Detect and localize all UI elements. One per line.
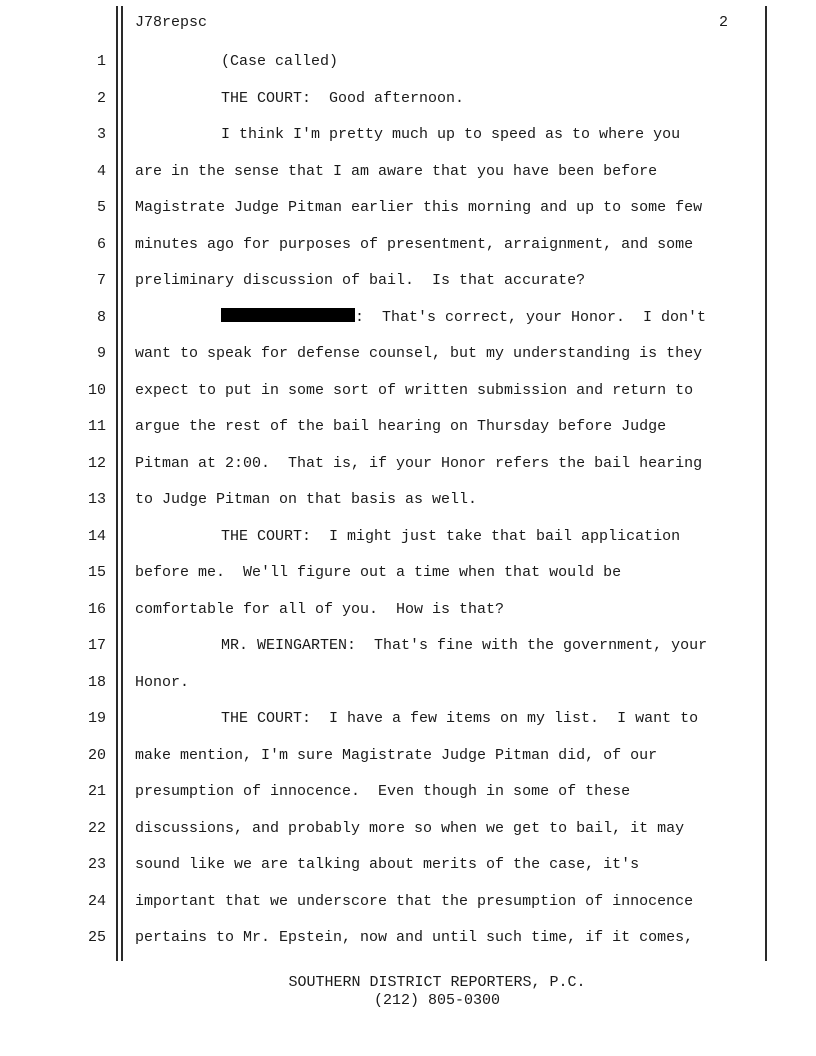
line-text: preliminary discussion of bail. Is that accurate?: [135, 272, 586, 289]
line-number: 22: [87, 819, 106, 837]
line-text: pertains to Mr. Epstein, now and until such time, if it comes,: [135, 929, 694, 946]
transcript-line: [0, 198, 816, 218]
line-number: 13: [87, 491, 106, 508]
transcript-line: [0, 636, 816, 656]
line-text: minutes ago for purposes of presentment, arraignment, and some: [135, 235, 694, 253]
transcript-line: [0, 709, 816, 729]
line-text: THE COURT: Good afternoon.: [221, 89, 465, 107]
file-code: J78repsc: [135, 14, 208, 31]
transcript-line: [0, 52, 816, 72]
line-number: 14: [87, 527, 106, 545]
line-number: 3: [96, 126, 106, 143]
transcript-line: [0, 892, 816, 912]
line-number: 24: [87, 892, 106, 910]
line-text: comfortable for all of you. How is that?: [135, 600, 505, 618]
line-number: 7: [96, 272, 106, 289]
transcript-line: [0, 563, 816, 583]
line-text: Pitman at 2:00. That is, if your Honor refers the bail hearing: [135, 454, 703, 472]
transcript-line: [0, 527, 816, 547]
line-text: presumption of innocence. Even though in some of these: [135, 783, 631, 800]
line-number: 1: [96, 53, 106, 70]
transcript-line: [0, 271, 816, 291]
transcript-line: [0, 746, 816, 766]
line-text: want to speak for defense counsel, but my understanding is they: [135, 345, 703, 362]
line-text-after-redaction: : That's correct, your Honor. I don't: [355, 308, 707, 326]
line-number: 10: [87, 381, 106, 399]
transcript-line: [0, 162, 816, 182]
page-number: 2: [719, 14, 729, 31]
line-text: Magistrate Judge Pitman earlier this morning and up to some few: [135, 199, 703, 216]
line-number: 18: [87, 673, 106, 691]
line-number: 19: [87, 710, 106, 727]
line-number: 20: [87, 746, 106, 764]
transcript-line: [0, 600, 816, 620]
line-number: 11: [87, 418, 106, 435]
reporter-phone: (212) 805-0300: [373, 992, 501, 1009]
line-text: THE COURT: I have a few items on my list. I want to: [221, 710, 699, 727]
line-text: before me. We'll figure out a time when that would be: [135, 564, 622, 581]
transcript-line: [0, 235, 816, 255]
line-text: [135, 308, 706, 328]
line-number: 23: [87, 856, 106, 873]
line-number: 9: [96, 345, 106, 362]
transcript-line: [0, 417, 816, 437]
redaction-bar: [221, 308, 355, 322]
transcript-line: [0, 782, 816, 802]
line-number: 6: [96, 235, 106, 253]
line-text: are in the sense that I am aware that you have been before: [135, 162, 658, 180]
line-text: Honor.: [135, 673, 190, 691]
line-text: I think I'm pretty much up to speed as to where you: [221, 126, 681, 143]
line-number: 8: [96, 308, 106, 326]
line-text: (Case called): [221, 53, 339, 70]
reporter-name: SOUTHERN DISTRICT REPORTERS, P.C.: [288, 974, 586, 991]
transcript-line: [0, 855, 816, 875]
transcript-line: [0, 381, 816, 401]
line-number: 16: [87, 600, 106, 618]
transcript-line: [0, 928, 816, 948]
transcript-line: [0, 490, 816, 510]
line-text: to Judge Pitman on that basis as well.: [135, 491, 478, 508]
transcript-line: [0, 308, 816, 328]
line-text: discussions, and probably more so when we get to bail, it may: [135, 819, 685, 837]
line-number: 21: [87, 783, 106, 800]
line-number: 2: [96, 89, 106, 107]
line-text: make mention, I'm sure Magistrate Judge Pitman did, of our: [135, 746, 658, 764]
transcript-line: [0, 673, 816, 693]
line-text: MR. WEINGARTEN: That's fine with the government, your: [221, 637, 708, 654]
transcript-line: [0, 819, 816, 839]
line-number: 5: [96, 199, 106, 216]
line-number: 4: [96, 162, 106, 180]
line-text: argue the rest of the bail hearing on Thursday before Judge: [135, 418, 667, 435]
transcript-line: [0, 89, 816, 109]
line-number: 17: [87, 637, 106, 654]
transcript-line: [0, 454, 816, 474]
line-text: important that we underscore that the presumption of innocence: [135, 892, 694, 910]
line-text: expect to put in some sort of written submission and return to: [135, 381, 694, 399]
line-number: 15: [87, 564, 106, 581]
transcript-line: [0, 344, 816, 364]
line-text: sound like we are talking about merits of the case, it's: [135, 856, 640, 873]
transcript-line: [0, 125, 816, 145]
line-number: 25: [87, 929, 106, 946]
line-text: THE COURT: I might just take that bail application: [221, 527, 681, 545]
line-number: 12: [87, 454, 106, 472]
